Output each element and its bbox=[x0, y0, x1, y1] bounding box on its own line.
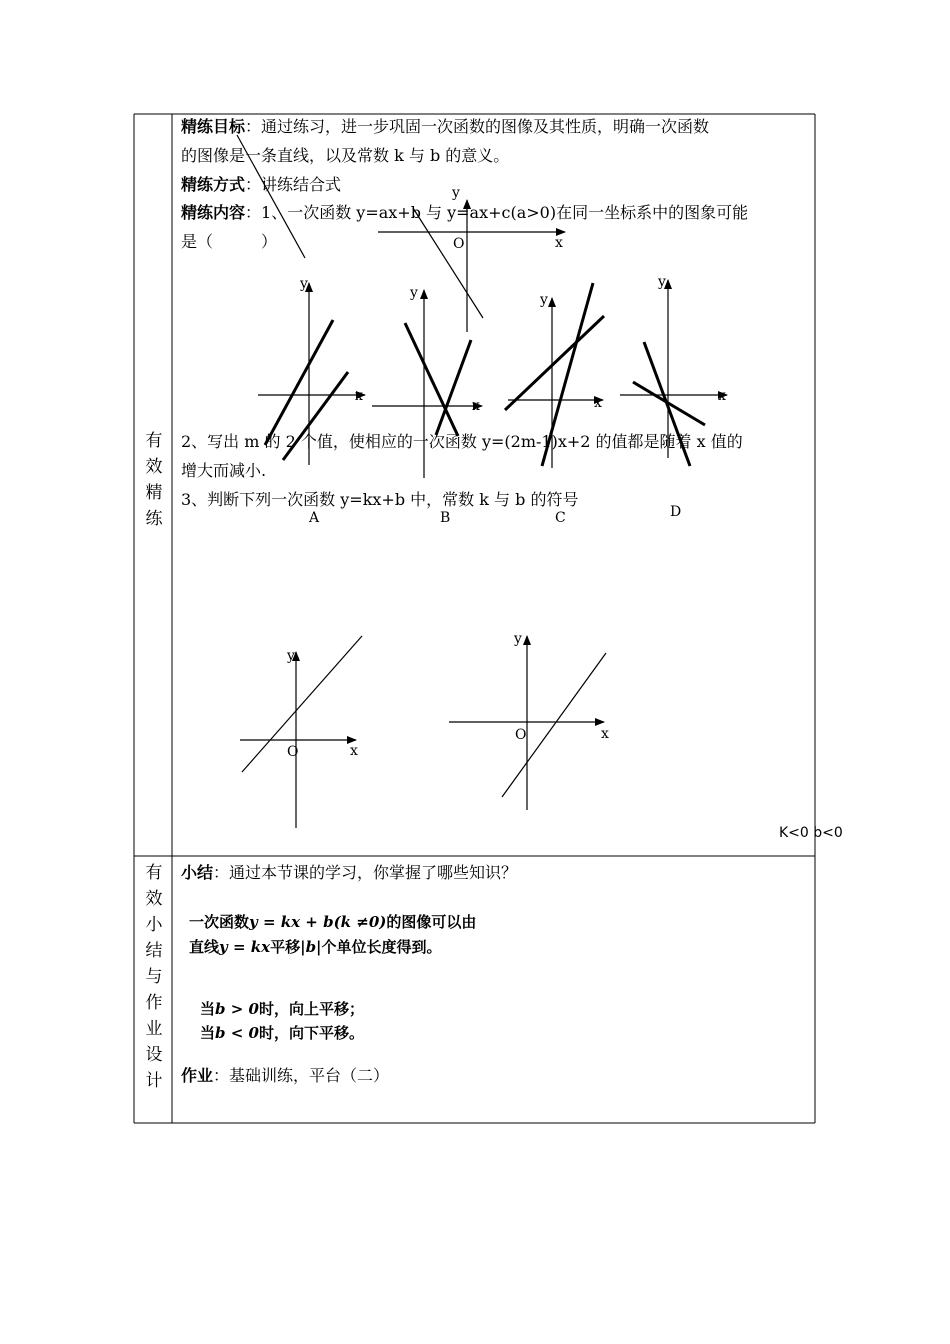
graph-q3-first bbox=[240, 636, 362, 828]
shift-up-rule: 当b > 0时，向上平移； bbox=[200, 1000, 364, 1018]
option-c-x-label: x bbox=[594, 395, 602, 411]
question-2-line-1: 2、写出 m 的 2 个值，使相应的一次函数 y=(2m-1)x+2 的值都是随着 x 值的 bbox=[181, 432, 743, 451]
option-a-x-label: x bbox=[355, 388, 363, 404]
graph-option-d bbox=[620, 280, 727, 458]
section-label-practice: 有 效 精 练 bbox=[145, 431, 163, 529]
goal-line-2: 的图像是一条直线，以及常数 k 与 b 的意义。 bbox=[181, 146, 510, 165]
q3-second-origin-label: O bbox=[515, 727, 527, 743]
q3-second-y-label: y bbox=[514, 631, 522, 647]
q3-second-x-label: x bbox=[601, 726, 609, 742]
shift-down-rule: 当b < 0时，向下平移。 bbox=[200, 1024, 364, 1042]
stray-y-label: y bbox=[452, 185, 460, 201]
option-b-x-label: x bbox=[472, 398, 480, 414]
stray-origin-label: O bbox=[453, 236, 465, 252]
homework-label: 作业 bbox=[181, 1066, 214, 1085]
option-d-x-label: x bbox=[718, 388, 726, 404]
stray-figure bbox=[237, 135, 565, 332]
question-3-line: 3、判断下列一次函数 y=kx+b 中，常数 k 与 b 的符号 bbox=[181, 490, 579, 509]
goal-text: ：通过练习，进一步巩固一次函数的图像及其性质，明确一次函数 bbox=[245, 117, 710, 136]
content-label: 精练内容 bbox=[181, 203, 246, 222]
option-d-label: D bbox=[670, 504, 682, 520]
q3-first-x-label: x bbox=[350, 743, 358, 759]
q3-first-y-label: y bbox=[287, 648, 295, 664]
option-b-y-label: y bbox=[410, 285, 418, 301]
q3-first-origin-label: O bbox=[287, 744, 299, 760]
option-c-label: C bbox=[555, 510, 566, 526]
summary-line: 小结：通过本节课的学习，你掌握了哪些知识？ bbox=[181, 863, 518, 882]
formula-line-2: 直线y = kx平移|b|个单位长度得到。 bbox=[189, 938, 442, 956]
option-b-label: B bbox=[440, 510, 451, 526]
content-line-1: 精练内容：1、一次函数 y=ax+b 与 y=ax+c(a>0)在同一坐标系中的图象可能 bbox=[181, 203, 749, 222]
graph-option-b bbox=[372, 290, 482, 478]
content-line-2: 是（ ） bbox=[181, 232, 278, 251]
formula-line-1: 一次函数y = kx + b(k ≠0)的图像可以由 bbox=[189, 913, 477, 931]
option-c-y-label: y bbox=[540, 292, 548, 308]
graph-option-a bbox=[258, 283, 365, 465]
summary-label: 小结 bbox=[181, 863, 214, 882]
answer-text: K<0 b<0 bbox=[779, 825, 843, 841]
method-label: 精练方式 bbox=[181, 175, 246, 194]
section-label-summary: 有 效 小 结 与 作 业 设 计 bbox=[145, 863, 163, 1091]
goal-label: 精练目标 bbox=[181, 117, 246, 136]
graph-option-c bbox=[508, 298, 603, 468]
option-d-y-label: y bbox=[658, 274, 666, 290]
graph-q3-second bbox=[449, 636, 606, 810]
option-a-label: A bbox=[309, 510, 320, 526]
homework-line: 作业：基础训练，平台（二） bbox=[181, 1066, 390, 1085]
question-2-line-2: 增大而减小. bbox=[181, 461, 267, 480]
option-a-y-label: y bbox=[300, 276, 308, 292]
method-line: 精练方式：讲练结合式 bbox=[181, 175, 342, 194]
stray-x-label: x bbox=[555, 235, 563, 251]
